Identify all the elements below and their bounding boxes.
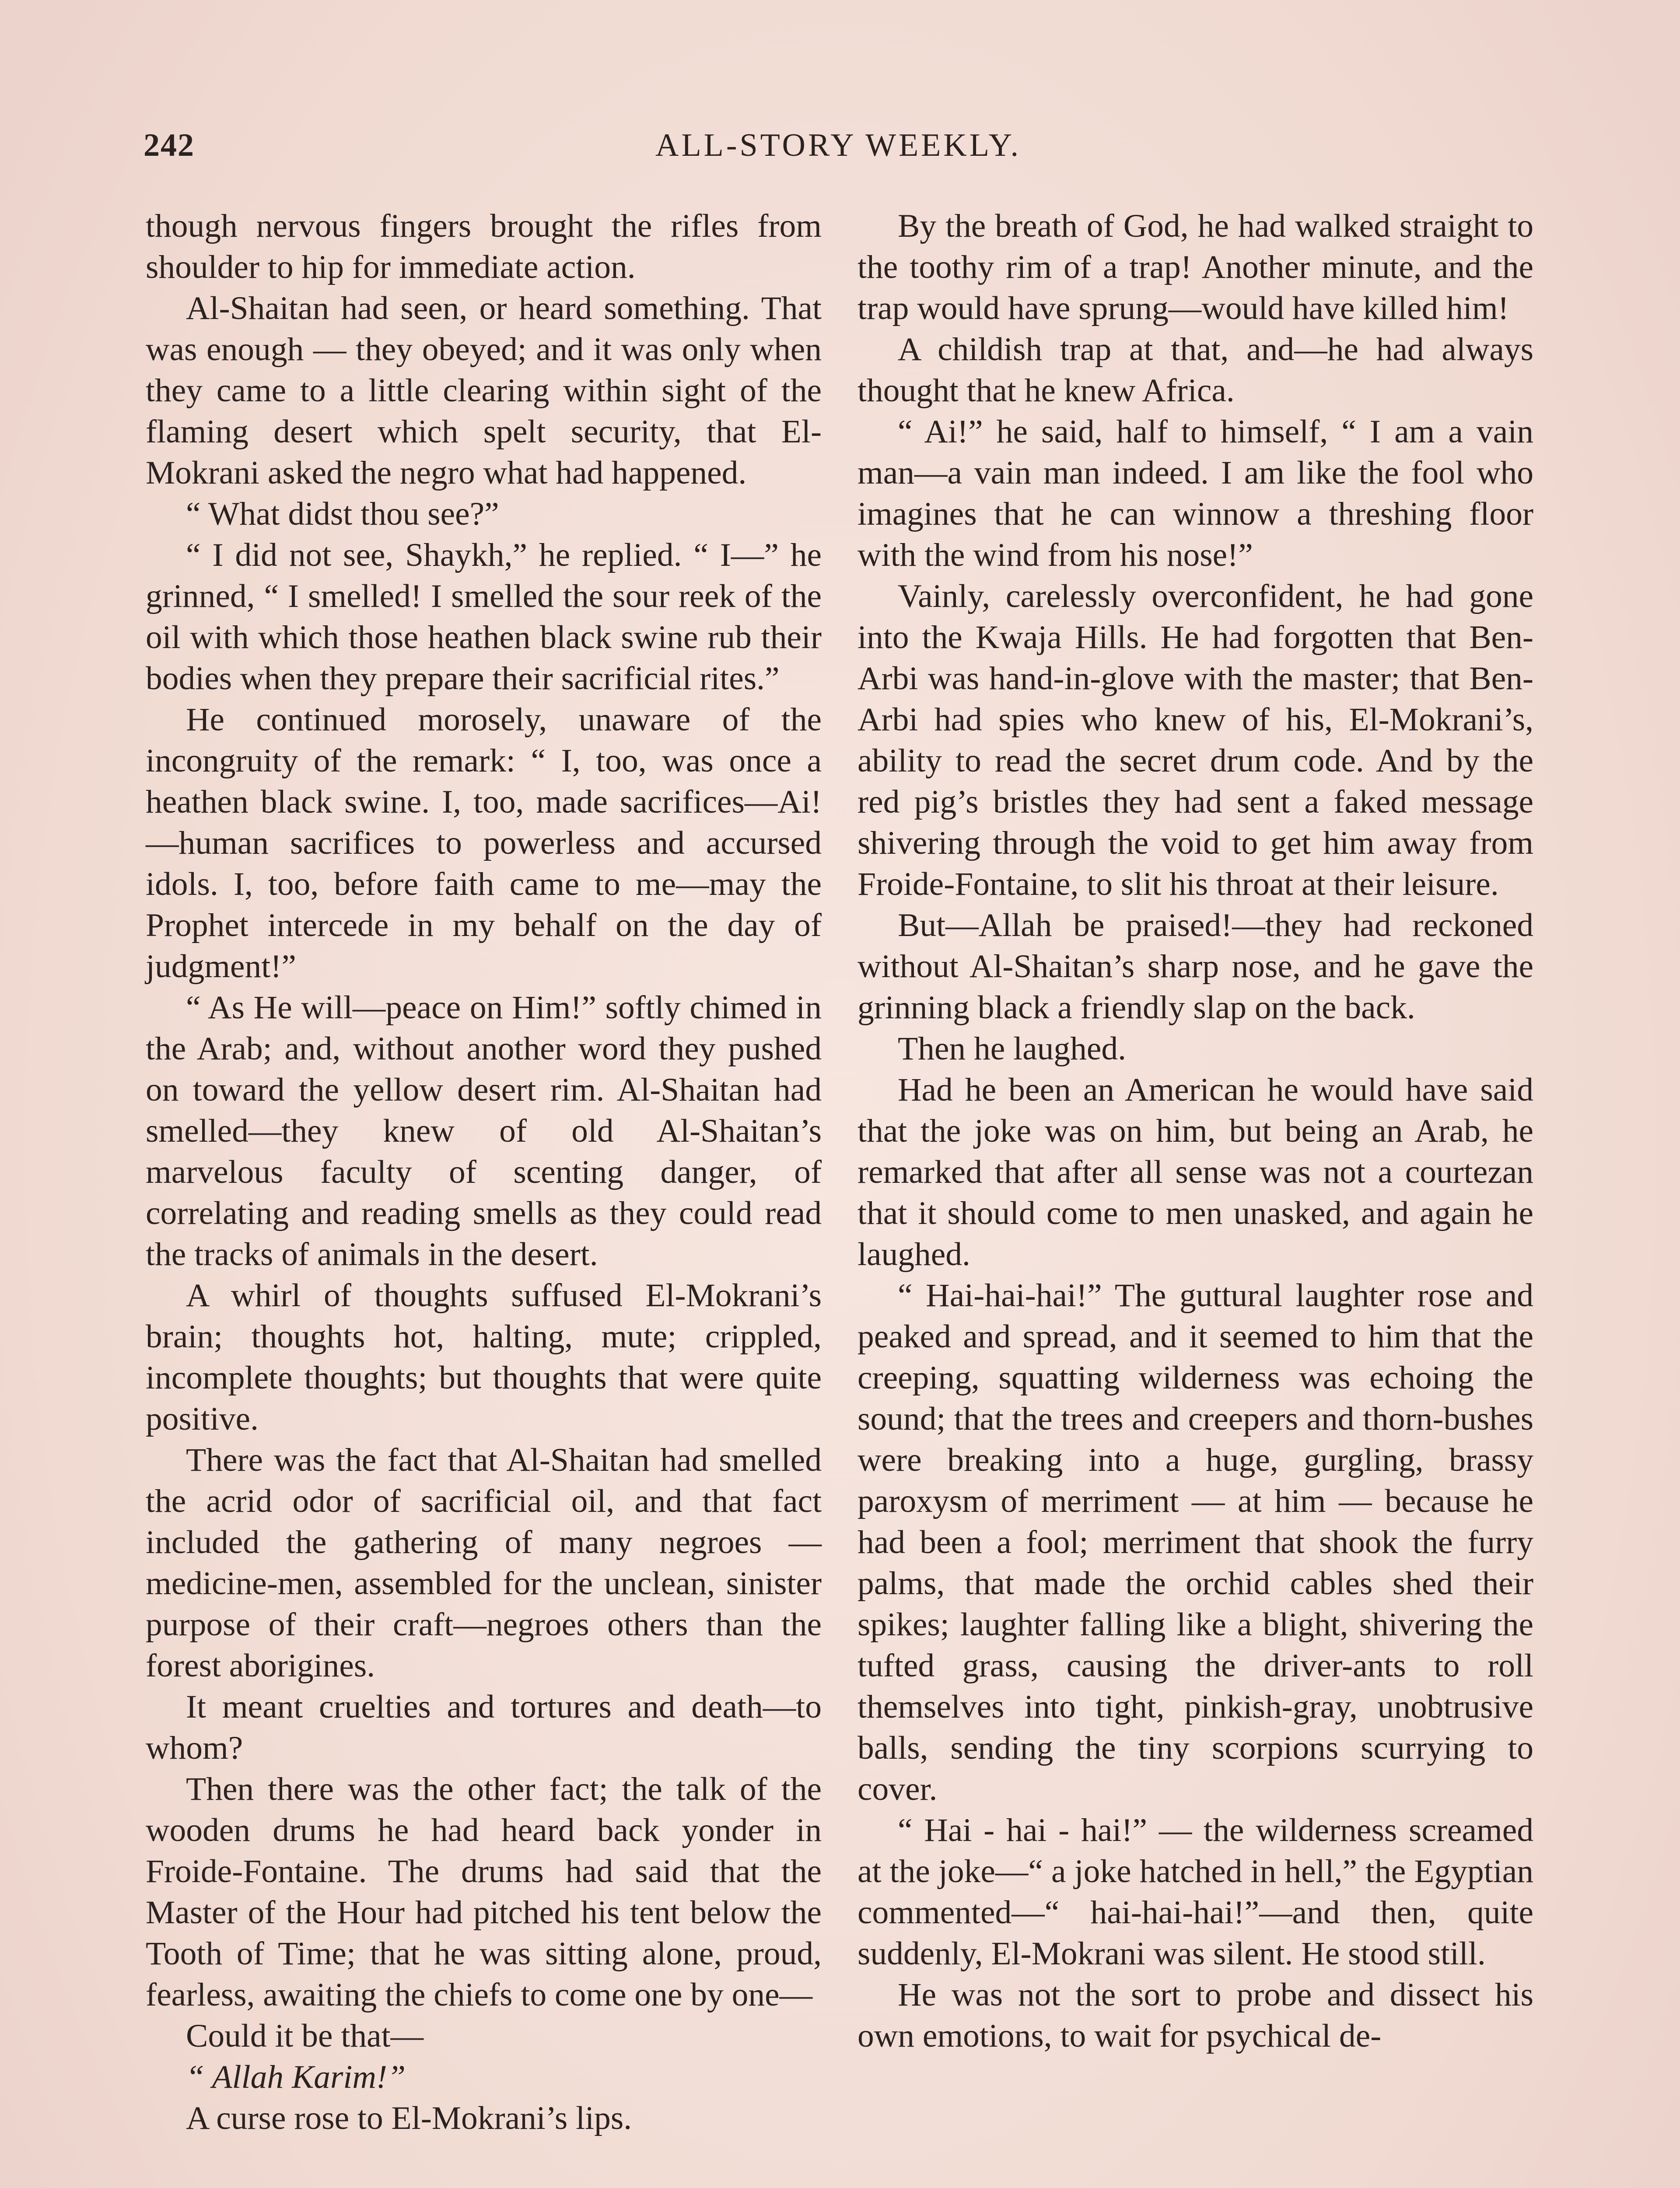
- paragraph: Al-Shaitan had seen, or heard something. That was enough — they obeyed; and it was only when they came to a little clearing within sight of the flaming desert which spelt security, that El-Mokrani asked the negro what had happened.: [146, 290, 822, 491]
- paragraph: Then there was the other fact; the talk of the wooden drums he had heard back yonder in Froide-Fontaine. The drums had said that the Master of the Hour had pitched his tent below the Tooth of Time; that he was sitting alone, proud, fearless, awaiting the chiefs to come one by one—: [146, 1771, 822, 2013]
- paragraph: Vainly, carelessly overconfident, he had gone into the Kwaja Hills. He had forgotten that Ben-Arbi was hand-in-glove with the master; that Ben-Arbi had spies who knew of his, El-Mokrani’s, ability to read the secret drum code. And by the red pig’s bristles they had sent a faked message shivering through the void to get him away from Froide-Fontaine, to slit his throat at their leisure.: [858, 578, 1533, 902]
- paragraph: It meant cruelties and tortures and death—to whom?: [146, 1689, 822, 1766]
- paragraph: Had he been an American he would have said that the joke was on him, but being an Arab, he remarked that after all sense was not a courtezan that it should come to men unasked, and again he laughed.: [858, 1072, 1533, 1273]
- paragraph: “ What didst thou see?”: [186, 496, 499, 532]
- paragraph: “ I did not see, Shaykh,” he replied. “ I—” he grinned, “ I smelled! I smelled the sour reek of the oil with which those heathen black swine rub their bodies when they prepare their sacrificial rites.”: [146, 537, 822, 697]
- paragraph: He was not the sort to probe and dissect his own emotions, to wait for psychical de-: [858, 1977, 1533, 2054]
- paragraph: “ Hai - hai - hai!” — the wilderness screamed at the joke—“ a joke hatched in hell,” the Egyptian commented—“ hai-hai-hai!”—and then, quite suddenly, El-Mokrani was silent. He stood still.: [858, 1812, 1533, 1972]
- page-header: [144, 127, 1533, 179]
- paragraph: By the breath of God, he had walked straight to the toothy rim of a trap! Another minute, and the trap would have sprung—would have killed him!: [858, 208, 1533, 326]
- paragraph: A whirl of thoughts suffused El-Mokrani’s brain; thoughts hot, halting, mute; crippled, incomplete thoughts; but thoughts that were quite positive.: [146, 1277, 822, 1437]
- paragraph: There was the fact that Al-Shaitan had smelled the acrid odor of sacrificial oil, and that fact included the gathering of many negroes — medicine-men, assembled for the unclean, sinister purpose of their craft—negroes others than the forest aborigines.: [146, 1442, 822, 1684]
- paragraph: though nervous fingers brought the rifles from shoulder to hip for immediate action.: [146, 208, 822, 285]
- paragraph: Then he laughed.: [898, 1031, 1127, 1067]
- paragraph: “ Hai-hai-hai!” The guttural laughter rose and peaked and spread, and it seemed to him that the creeping, squatting wilderness was echoing the sound; that the trees and creepers and thorn-bushes were breaking into a huge, gurgling, brassy paroxysm of merriment — at him — because he had been a fool; merriment that shook the furry palms, that made the orchid cables shed their spikes; laughter falling like a blight, shivering the tufted grass, causing the driver-ants to roll themselves into tight, pinkish-gray, unobtrusive balls, sending the tiny scorpions scurrying to cover.: [858, 1277, 1533, 1807]
- paragraph: Could it be that—: [186, 2018, 424, 2054]
- left-column: [146, 206, 822, 2139]
- paragraph: “ Ai!” he said, half to himself, “ I am a vain man—a vain man indeed. I am like the fool who imagines that he can winnow a threshing floor with the wind from his nose!”: [858, 414, 1533, 573]
- paragraph-italic-exclamation: “ Allah Karim!”: [186, 2059, 406, 2095]
- paragraph: “ As He will—peace on Him!” softly chimed in the Arab; and, without another word they pushed on toward the yellow desert rim. Al-Shaitan had smelled—they knew of old Al-Shaitan’s marvelous faculty of scenting danger, of correlating and reading smells as they could read the tracks of animals in the desert.: [146, 989, 822, 1273]
- right-column: [858, 206, 1533, 2057]
- paragraph: He continued morosely, unaware of the incongruity of the remark: “ I, too, was once a heathen black swine. I, too, made sacrifices—Ai!—human sacrifices to powerless and accursed idols. I, too, before faith came to me—may the Prophet intercede in my behalf on the day of judgment!”: [146, 701, 822, 985]
- paragraph: A curse rose to El-Mokrani’s lips.: [186, 2100, 632, 2136]
- paragraph: But—Allah be praised!—they had reckoned without Al-Shaitan’s sharp nose, and he gave the grinning black a friendly slap on the back.: [858, 907, 1533, 1026]
- page-number: 242: [144, 127, 195, 163]
- paragraph: A childish trap at that, and—he had always thought that he knew Africa.: [858, 331, 1533, 409]
- running-title: ALL-STORY WEEKLY.: [655, 127, 1021, 163]
